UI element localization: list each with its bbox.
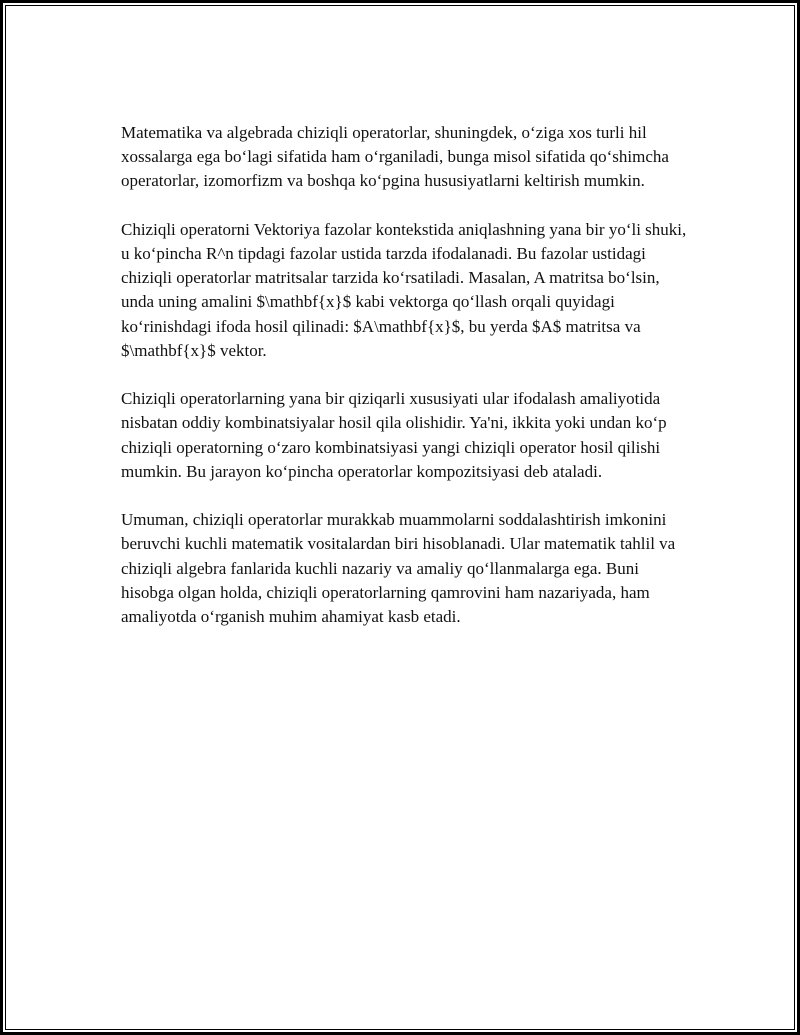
paragraph-4: Umuman, chiziqli operatorlar murakkab muammolarni soddalashtirish imkonini beruvchi kuchli matematik vositalardan biri hisoblanadi. Ular matematik tahlil va chiziqli algebra fanlarida kuchli nazariy va amaliy qo‘llanmalarga ega. Buni hisobga olgan holda, chiziqli operatorlarning qamrovini ham nazariyada, ham amaliyotda o‘rganish muhim ahamiyat kasb etadi. [121, 510, 676, 627]
paragraph-2: Chiziqli operatorni Vektoriya fazolar kontekstida aniqlashning yana bir yo‘li shuki, u ko‘pincha R^n tipdagi fazolar ustida tarzda ifodalanadi. Bu fazolar ustidagi chiziqli operatorlar matritsalar tarzida ko‘rsatiladi. Masalan, A matritsa bo‘lsin, unda uning amalini $\mathbf{x}$ kabi vektorga qo‘llash orqali quyidagi ko‘rinishdagi ifoda hosil qilinadi: $A\mathbf{x}$, bu yerda $A$ matritsa va $\mathbf{x}$ vektor. [121, 219, 687, 360]
document-body [121, 121, 693, 653]
paragraph-1: Matematika va algebrada chiziqli operatorlar, shuningdek, o‘ziga xos turli hil xossalarga ega bo‘lagi sifatida ham o‘rganiladi, bunga misol sifatida qo‘shimcha operatorlar, izomorfizm va boshqa ko‘pgina hususiyatlarni keltirish mumkin. [121, 123, 669, 191]
paragraph-3: Chiziqli operatorlarning yana bir qiziqarli xususiyati ular ifodalash amaliyotida nisbatan oddiy kombinatsiyalar hosil qila olishidir. Ya'ni, ikkita yoki undan ko‘p chiziqli operatorning o‘zaro kombinatsiyasi yangi chiziqli operator hosil qilishi mumkin. Bu jarayon ko‘pincha operatorlar kompozitsiyasi deb ataladi. [121, 389, 667, 481]
